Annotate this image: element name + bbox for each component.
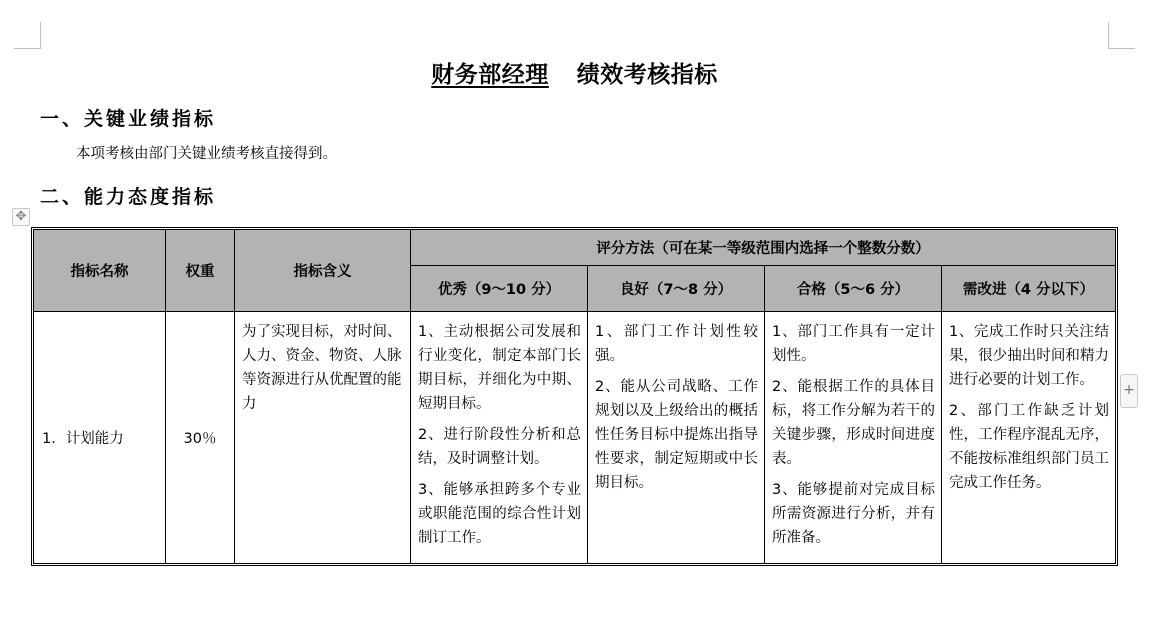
page-corner-mark-top-right — [1108, 22, 1135, 49]
criteria-item: 2、进行阶段性分析和总结，及时调整计划。 — [418, 427, 581, 467]
criteria-item: 1、完成工作时只关注结果，很少抽出时间和精力进行必要的计划工作。 — [949, 324, 1109, 388]
cell-improve — [942, 312, 1115, 563]
criteria-item: 2、能根据工作的具体目标，将工作分解为若干的关键步骤，形成时间进度表。 — [772, 379, 935, 467]
cell-meaning: 为了实现目标，对时间、人力、资金、物资、人脉等资源进行从优配置的能力 — [235, 312, 411, 563]
criteria-item: 1、主动根据公司发展和行业变化，制定本部门长期目标，并细化为中期、短期目标。 — [418, 324, 581, 412]
criteria-item: 1、部门工作计划性较强。 — [595, 324, 758, 364]
criteria-item: 1、部门工作具有一定计划性。 — [772, 324, 935, 364]
document-title — [0, 56, 1149, 89]
header-level-good: 良好（7～8 分） — [588, 266, 765, 312]
header-level-pass: 合格（5～6 分） — [765, 266, 942, 312]
criteria-item: 3、能够提前对完成目标所需资源进行分析，并有所准备。 — [772, 482, 935, 546]
kpi-table — [31, 227, 1118, 566]
header-scoring-method: 评分方法（可在某一等级范围内选择一个整数分数） — [411, 230, 1115, 266]
cell-excellent — [411, 312, 588, 563]
header-level-improve: 需改进（4 分以下） — [942, 266, 1115, 312]
add-row-button[interactable]: + — [1120, 374, 1138, 408]
cell-indicator-name: 1．计划能力 — [34, 312, 166, 563]
header-indicator-name: 指标名称 — [34, 230, 166, 312]
table-row — [34, 312, 1115, 563]
header-weight: 权重 — [166, 230, 235, 312]
section-heading-ability-attitude: 二、能力态度指标 — [40, 186, 217, 208]
cell-pass — [765, 312, 942, 563]
criteria-item: 2、部门工作缺乏计划性，工作程序混乱无序，不能按标准组织部门员工完成工作任务。 — [949, 403, 1109, 491]
criteria-item: 3、能够承担跨多个专业或职能范围的综合性计划制订工作。 — [418, 482, 581, 546]
table-move-handle-icon[interactable]: ✥ — [12, 208, 30, 226]
section-heading-key-performance: 一、关键业绩指标 — [40, 108, 217, 130]
title-subject: 绩效考核指标 — [576, 61, 718, 88]
page-corner-mark-top-left — [14, 22, 41, 49]
title-position: 财务部经理 — [431, 61, 549, 88]
cell-weight: 30％ — [166, 312, 235, 563]
header-meaning: 指标含义 — [235, 230, 411, 312]
section-text-key-performance: 本项考核由部门关键业绩考核直接得到。 — [76, 146, 337, 162]
criteria-item: 2、能从公司战略、工作规划以及上级给出的概括性任务目标中提炼出指导性要求，制定短期或中长期目标。 — [595, 379, 758, 491]
cell-good — [588, 312, 765, 563]
header-level-excellent: 优秀（9～10 分） — [411, 266, 588, 312]
